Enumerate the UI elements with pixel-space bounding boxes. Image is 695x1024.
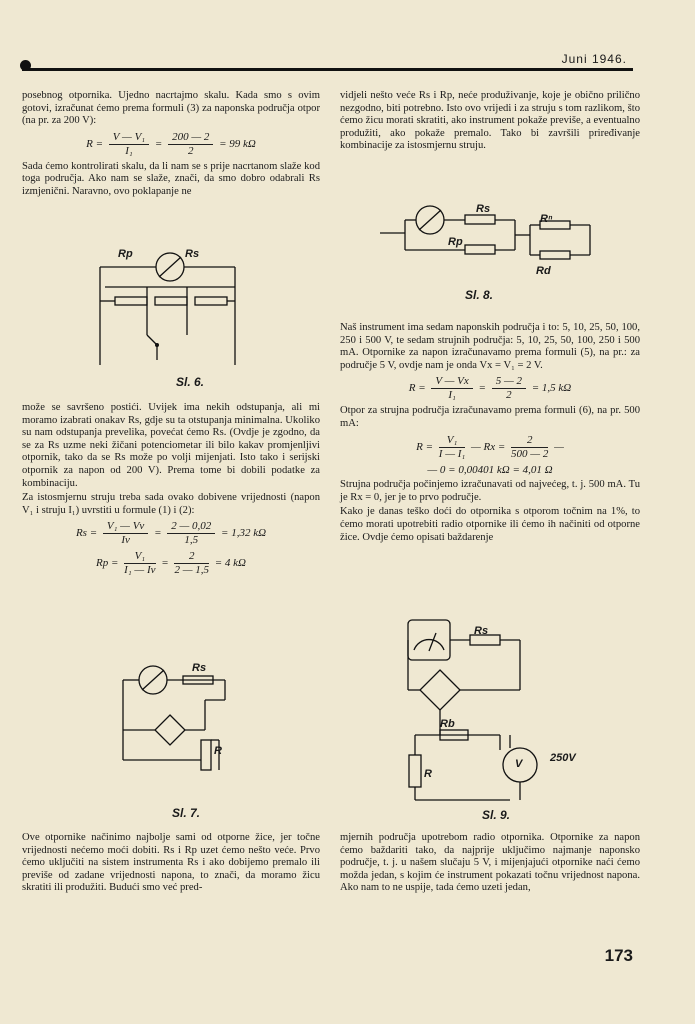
page-number: 173 bbox=[604, 946, 633, 965]
paragraph: Kako je danas teško doći do otpornika s otporom točnim na 1%, to ćemo morati upotrebiti radio otpornike ili ćemo ih načiniti od otporne žice. Ovdje ćemo opisati baždarenje bbox=[340, 506, 640, 543]
equation-4: R = $\frac{V — Vx}{\text{I₁}}$ = $\frac{5 — 2}{2}$ = 1,5 kΩ bbox=[408, 375, 572, 402]
label-r: R bbox=[214, 745, 222, 757]
label-rn: Rⁿ bbox=[540, 213, 553, 225]
figure-6-caption: Sl. 6. bbox=[176, 375, 205, 389]
left-column-bottom bbox=[22, 832, 320, 897]
equation-3: Rp = $\frac{\text{V₁}}{\text{I₁ — Iv}}$ = $\frac{2}{2 — 1,5}$ = 4 kΩ bbox=[96, 550, 246, 577]
label-250v: 250V bbox=[550, 752, 576, 764]
paragraph: posebnog otpornika. Ujedno nacrtajmo skalu. Kada smo s ovim gotovi, izračunat ćemo prema formuli (3) za naponska područja otpor (na pr. za 200 V): bbox=[22, 90, 320, 127]
figure-8-caption: Sl. 8. bbox=[465, 288, 494, 302]
label-rd: Rd bbox=[536, 265, 551, 277]
right-column-top bbox=[340, 90, 640, 155]
paragraph: Za istosmjernu struju treba sada ovako dobivene vrijednosti (napon V₁ i struju I₁) uvrstiti u formule (1) i (2): bbox=[22, 492, 320, 516]
label-rs: Rs bbox=[476, 203, 491, 215]
paragraph: vidjeli nešto veće Rs i Rp, neće produživanje, koje je obično prilično nezgodno, biti potrebno. Isto ovo vrijedi i za struju s tom razlikom, što ćemo žicu morati skratiti, ako instrument pokaže previše, a eventualno produžiti, ako pokaže premalo. Tako bi završili priređivanje kombinacije za istosmjernu struju. bbox=[340, 90, 640, 152]
figure-7-caption: Sl. 7. bbox=[172, 806, 201, 820]
label-rp: Rp bbox=[448, 236, 463, 248]
paragraph: Otpor za strujna područja izračunavamo prema formuli (6), na pr. 500 mA: bbox=[340, 405, 640, 429]
left-column-middle bbox=[22, 402, 320, 580]
figure-6-diagram bbox=[95, 245, 245, 375]
label-rs: Rs bbox=[185, 248, 200, 260]
label-r: R bbox=[424, 768, 432, 780]
right-column-middle bbox=[340, 322, 640, 546]
meter-v-label: V bbox=[515, 758, 523, 770]
label-rs: Rs bbox=[192, 662, 207, 674]
paragraph: Ove otpornike načinimo najbolje sami od otporne žice, jer točne vrijednosti nećemo moći dobiti. Rs i Rp uzet ćemo nešto veće. Prvo ćemo uključiti na sistem instrumenta Rs i ako dobijemo premalo ili previše od zadane vrijednosti napona, to znači, da moramo žicu skratiti ili produžiti. Budući smo već pred- bbox=[22, 832, 320, 894]
equation-1: R = $\frac{\text{V — V₁}}{\text{I₁}}$ = $\frac{200 — 2}{2}$ = 99 kΩ bbox=[86, 130, 256, 157]
label-rs: Rs bbox=[474, 625, 489, 637]
equation-5: R = $\frac{\text{V₁}}{\text{I — I₁}}$ — Rx = $\frac{2}{500 — 2}$ — bbox=[416, 433, 564, 460]
label-rb: Rb bbox=[440, 718, 455, 730]
paragraph: Naš instrument ima sedam naponskih područja i to: 5, 10, 25, 50, 100, 250 i 500 V, te sedam strujnih područja: 5, 10, 25, 50, 100, 250 i 500 mA. Otpornike za napon izračunavamo prema formuli (5), na pr.: za područje 5 V, ovdje nam je onda Vx = V₁ = 2 V. bbox=[340, 322, 640, 371]
equation-2: Rs = $\frac{\text{V₁ — Vv}}{Iv}$ = $\frac{2 — 0,02}{1,5}$ = 1,32 kΩ bbox=[75, 520, 267, 547]
paragraph: Strujna područja počinjemo izračunavati od najvećeg, t. j. 500 mA. Tu je Rx = 0, jer je to prvo područje. bbox=[340, 479, 640, 503]
equation-5-continued: — 0 = 0,00401 kΩ = 4,01 Ω bbox=[427, 463, 553, 476]
paragraph: Sada ćemo kontrolirati skalu, da li nam se s prije nacrtanom slaže kod toga područja. Ako nam se slaže, znači, da smo dobro odabrali Rs izmjenični. Naravno, ovo poklapanje ne bbox=[22, 160, 320, 197]
figure-7-diagram bbox=[115, 660, 235, 790]
label-rp: Rp bbox=[118, 248, 133, 260]
header-rule bbox=[22, 68, 633, 71]
figure-9-caption: Sl. 9. bbox=[482, 808, 511, 822]
paragraph: može se savršeno postići. Uvijek ima nekih odstupanja, ali mi moramo izabrati onakav Rs, gdje su ta otstupanja minimalna. Ukoliko su nam odstupanja prevelika, povećat ćemo Rs. (Ovdje je zgodno, da se za Rs uzme neki žičani potenciometar ili bilo kakav promjenljivi otpornik, tako da se Rs može po volji mijenjati. Isto tako i serijski otpornik za napon od 200 V). Prema tome bi dobili podatke za kombinaciju. bbox=[22, 402, 320, 489]
paragraph: mjernih područja upotrebom radio otpornika. Otpornike za napon ćemo baždariti tako, da najprije uključimo najmanje naponsko područje, t. j. u našem slučaju 5 V, i mijenjajući otpornike naći ćemo možda jedan, s kojim će instrument pokazati točnu vrijednost napona. Ako nam to ne uspije, tada ćemo uzeti jedan, bbox=[340, 832, 640, 894]
header-date: Juni 1946. bbox=[561, 52, 627, 66]
right-column-bottom bbox=[340, 832, 640, 897]
left-column-top bbox=[22, 90, 320, 201]
